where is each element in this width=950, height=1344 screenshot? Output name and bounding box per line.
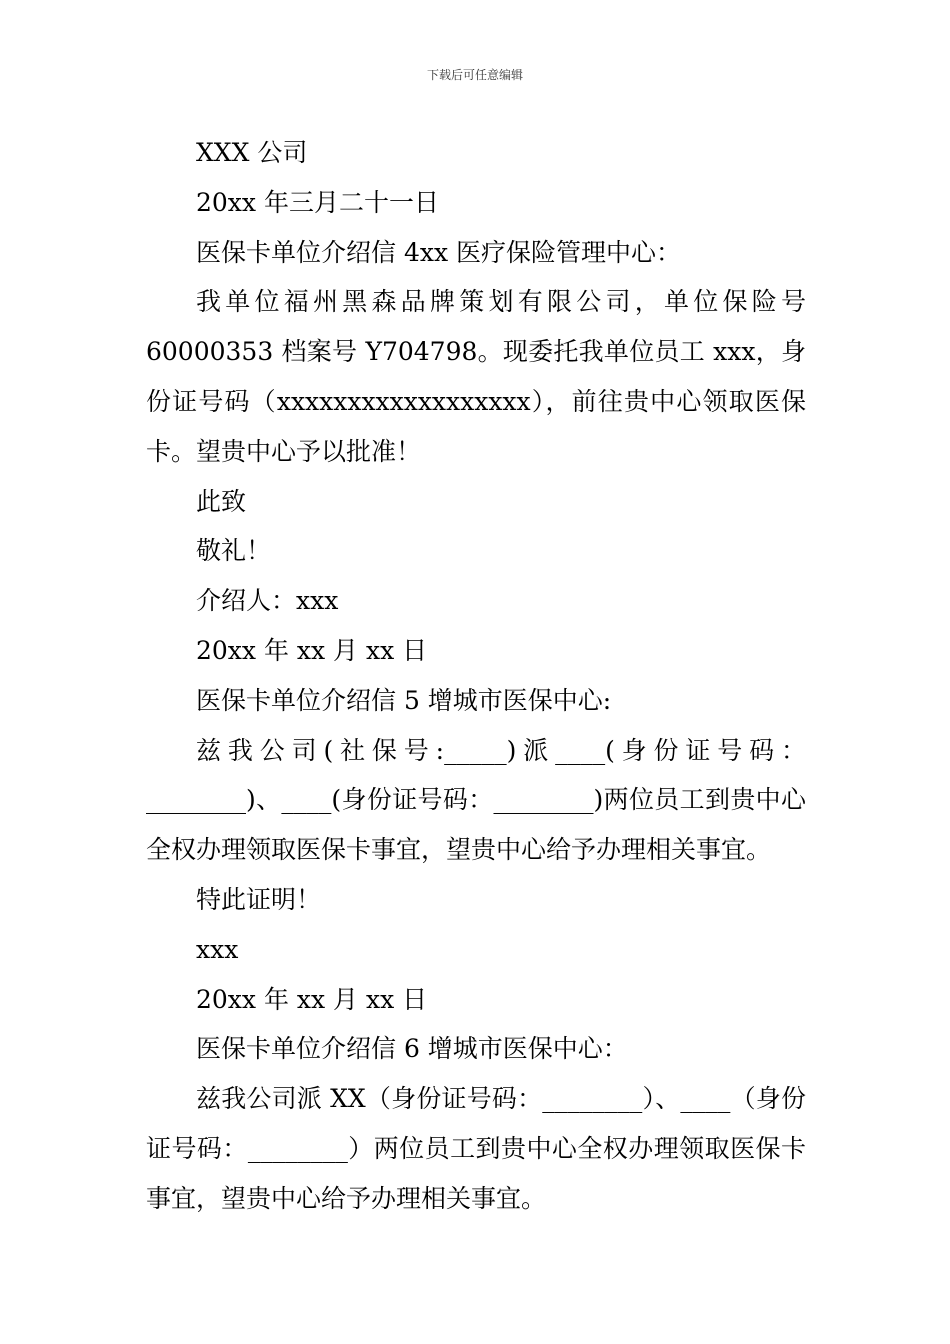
- letter4-title: 医保卡单位介绍信 4xx 医疗保险管理中心：: [196, 237, 681, 267]
- letter4-closing-1: 此致: [196, 486, 247, 516]
- letter4-closing-2: 敬礼！: [196, 536, 272, 566]
- letter5-date: 20xx 年 xx 月 xx 日: [196, 984, 428, 1014]
- letter5-body: 兹我公司(社保号:_____)派____(身份证号码：________)、____(身份证号码：________)两位员工到贵中心全权办理领取医保卡事宜，望贵中心给予办理相关事宜。: [146, 735, 806, 865]
- letter5-signer: xxx: [196, 934, 239, 964]
- letter4-introducer: 介绍人：xxx: [196, 586, 339, 616]
- company-name: XXX 公司: [196, 138, 308, 167]
- letter6-body: 兹我公司派 XX（身份证号码：________）、____（身份证号码：________）两位员工到贵中心全权办理领取医保卡事宜，望贵中心给予办理相关事宜。: [146, 1084, 806, 1213]
- header-note: 下载后可任意编辑: [426, 68, 523, 82]
- letter4-date: 20xx 年 xx 月 xx 日: [196, 635, 428, 665]
- letter5-title: 医保卡单位介绍信 5 增城市医保中心:: [196, 685, 612, 715]
- letter6-title: 医保卡单位介绍信 6 增城市医保中心：: [196, 1034, 628, 1064]
- letter5-closing: 特此证明！: [196, 884, 322, 914]
- letter4-body: 我单位福州黑森品牌策划有限公司，单位保险号 60000353 档案号 Y704798。现委托我单位员工 xxx，身份证号码（xxxxxxxxxxxxxxxxxx），前往贵中心领取医保卡。望贵中心予以批准！: [146, 287, 806, 466]
- date-line: 20xx 年三月二十一日: [196, 187, 439, 217]
- letter-content: [146, 128, 806, 1224]
